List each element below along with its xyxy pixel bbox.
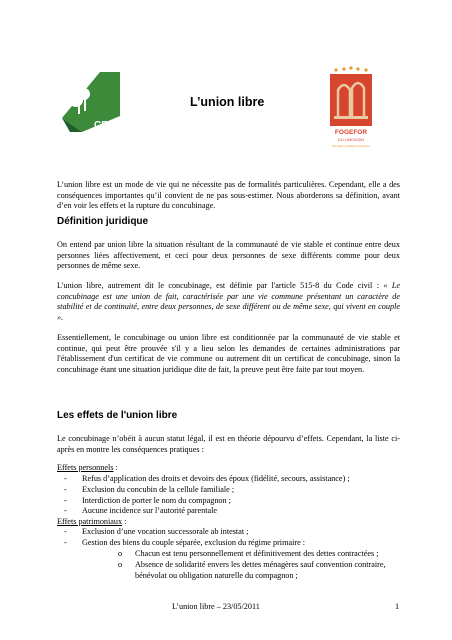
crpf-logo <box>60 70 122 134</box>
list-item: Exclusion d’une vocation successorale ab intestat ; <box>82 527 249 536</box>
list-item: Interdiction de porter le nom du compagnon ; <box>82 496 231 505</box>
heading-effects: Les effets de l'union libre <box>57 410 178 421</box>
list-item: Exclusion du concubin de la cellule familiale ; <box>82 485 235 494</box>
list-dash: - <box>64 506 67 515</box>
definition-paragraph-2 <box>57 281 400 323</box>
list-dash: - <box>64 485 67 494</box>
list-item: Refus d’application des droits et devoirs des époux (fidélité, secours, assistance) ; <box>82 474 350 483</box>
definition-paragraph-3: Essentiellement, le concubinage ou union libre est conditionnée par la communauté de vie stable et continue, qui peut être prouvée s'il y a lieu selon les demandes de certaines administrations par l'établissement d'un certificat de vie commune ou autrement dit un certificat de concubinage, sinon la concubinage étant une situation juridique dite de fait, la preuve peut être faite par tout moyen. <box>57 333 400 374</box>
definition-paragraph-1: On entend par union libre la situation résultant de la communauté de vie stable et continue entre deux personnes liées affectivement, et ceci pour deux personnes de sexe différents comme pour deux personnes de même sexe. <box>57 240 400 271</box>
list-dash: - <box>64 538 67 547</box>
sub-bullet: o <box>118 549 123 558</box>
footer-text: L’union libre – 23/05/2011 <box>172 602 260 611</box>
personal-effects-label <box>57 463 118 474</box>
fogefor-logo-text: FOGEFOR <box>334 129 368 136</box>
intro-paragraph: L’union libre est un mode de vie qui ne nécessite pas de formalités particulières. Cependant, elle a des conséquences importantes qu’il convient de ne pas sous-estimer. Nous aborderons sa définition, avant d’en voir les effets et la rupture du concubinage. <box>57 180 400 211</box>
patrimonial-effects-title: Effets patrimoniaux <box>57 517 123 526</box>
fogefor-logo-caption: formation juridique forestière <box>331 144 371 148</box>
heading-definition: Définition juridique <box>57 216 149 227</box>
list-dash: - <box>64 527 67 536</box>
list-item: Gestion des biens du couple séparée, exclusion du régime primaire : <box>82 538 306 547</box>
personal-effects-title: Effets personnels <box>57 463 114 472</box>
list-dash: - <box>64 474 67 483</box>
effects-intro: Le concubinage n’obéit à aucun statut légal, il est en théorie dépourvu d’effets. Cependant, la liste ci-après en montre les conséquences pratiques : <box>57 434 400 454</box>
article-quote: « Le concubinage est une union de fait, caractérisée par une vie commune présentant un caractère de stabilité et de continuité, entre deux personnes, de sexe différent ou de même sexe, qui vivent en couple ». <box>57 281 401 322</box>
article-reference: L'union libre, autrement dit le concubinage, est définie par l'article 515-8 du Code civil : <box>57 281 384 290</box>
fogefor-logo <box>328 66 374 152</box>
sub-list-item-continued: bénévolat ou obligation naturelle du compagnon ; <box>135 571 298 580</box>
personal-effects-colon: : <box>113 463 118 472</box>
patrimonial-effects-label <box>57 517 126 528</box>
fogefor-logo-sub: DU LIMOUSIN <box>337 137 365 142</box>
patrimonial-effects-colon: : <box>122 517 127 526</box>
sub-list-item: Absence de solidarité envers les dettes ménagères sauf convention contraire, <box>135 560 386 569</box>
sub-list-item: Chacun est tenu personnellement et définitivement des dettes contractées ; <box>135 549 379 558</box>
list-dash: - <box>64 496 67 505</box>
page-title: L’union libre <box>190 95 265 109</box>
page-number: 1 <box>395 602 400 611</box>
crpf-logo-text: CRPF <box>94 120 122 131</box>
sub-bullet: o <box>118 560 123 569</box>
list-item: Aucune incidence sur l’autorité parentale <box>82 506 218 515</box>
